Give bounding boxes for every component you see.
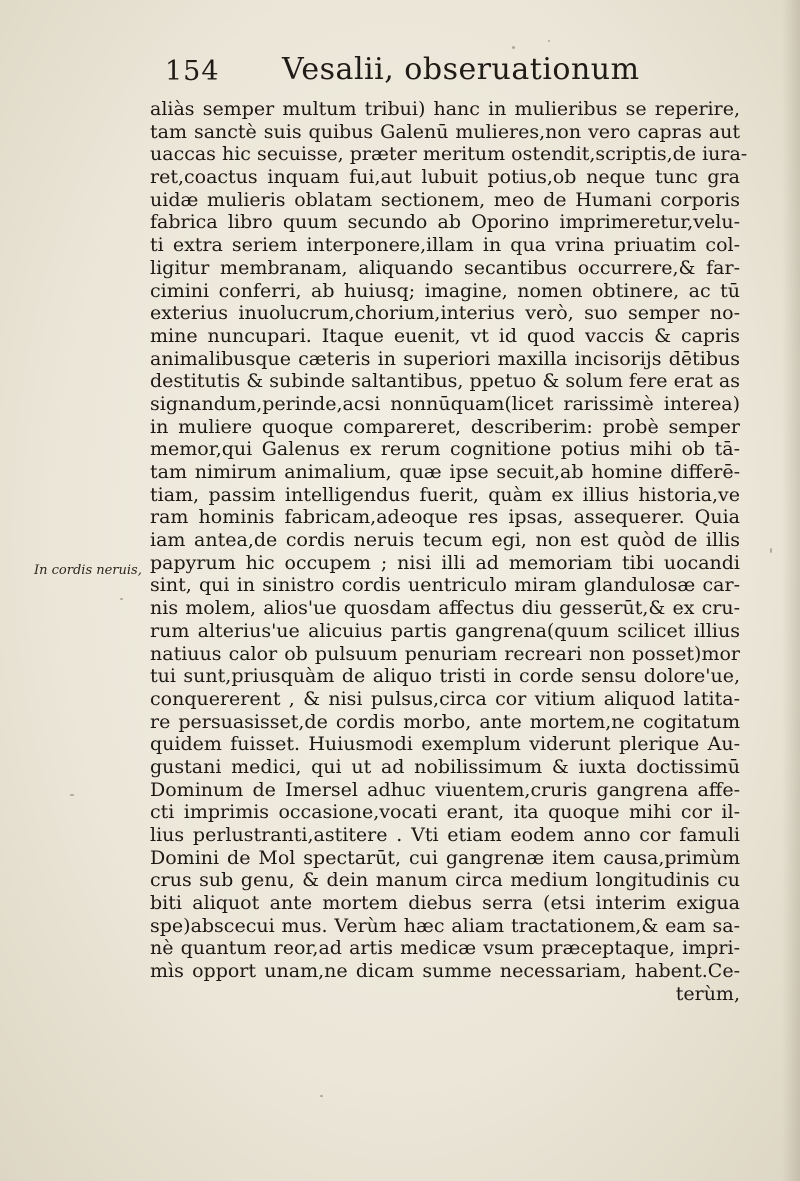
text-line: natiuus calor ob pulsuum penuriam recreari non posset)mor [150,642,740,665]
text-line: tam nimirum animalium, quæ ipse secuit,ab homine differē- [150,461,740,483]
text-line: gustani medici, qui ut ad nobilissimum & iuxta doctissimū [150,755,740,778]
text-line: crus sub genu, & dein manum circa medium longitudinis cu [150,869,740,892]
text-line: signandum,perinde,acsi nonnūquam(licet rarissimè interea) [150,392,740,415]
text-line: iam antea,de cordis neruis tecum egi, non est quòd de illis [150,529,740,552]
paper-speck [120,598,123,600]
text-line: conquererent , & nisi pulsus,circa cor vitium aliquod latita- [150,687,740,710]
text-line: mìs opport unam,ne dicam summe necessariam, habent.Ce- [150,960,740,983]
page-edge-shadow [782,0,800,1181]
text-line: spe)abscecui mus. Verùm hæc aliam tractationem,& eam sa- [150,914,740,937]
text-line: Domini de Mol spectarūt, cui gangrenæ item causa,primùm [150,846,740,869]
text-line: in muliere quoque compareret, describerim: probè semper [150,415,740,438]
paper-speck [770,548,772,553]
text-line: mine nuncupari. Itaque euenit, vt id quod vaccis & capris [150,324,740,347]
text-line: destitutis & subinde saltantibus, ppetuo & solum fere erat as [150,370,740,393]
text-line: tiam, passim intelligendus fuerit, quàm ex illius historia,ve [150,483,740,506]
paper-speck [548,40,550,42]
text-line: nè quantum reor,ad artis medicæ vsum præceptaque, impri- [150,937,740,960]
text-line: biti aliquot ante mortem diebus serra (etsi interim exigua [150,892,740,915]
page-number: 154 [165,56,220,87]
text-line: ligitur membranam, aliquando secantibus occurrere,& far- [150,256,740,279]
text-line: lius perlustranti,astitere . Vti etiam eodem anno cor famuli [150,824,740,846]
text-line: tui sunt,priusquàm de aliquo tristi in corde sensu dolore'ue, [150,665,740,688]
text-line: memor,qui Galenus ex rerum cognitione potius mihi ob tā- [150,438,740,461]
running-title: Vesalii, obseruationum [282,52,640,87]
text-line: nis molem, alios'ue quosdam affectus diu gesserūt,& ex cru- [150,597,740,620]
text-line: ram hominis fabricam,adeoque res ipsas, assequerer. Quia [150,506,740,529]
body-text [150,98,748,1006]
paper-speck [70,794,74,796]
text-line: papyrum hic occupem ; nisi illi ad memoriam tibi uocandi [150,551,740,574]
text-line: exterius inuolucrum,chorium,interius verò, suo semper no- [150,302,740,325]
text-line: quidem fuisset. Huiusmodi exemplum viderunt plerique Au- [150,733,740,756]
margin-note: In cordis neruis, [34,563,142,578]
paper-speck [320,1095,323,1097]
running-head [165,52,645,92]
text-line: uidæ mulieris oblatam sectionem, meo de Humani corporis [150,188,740,211]
text-line: animalibusque cæteris in superiori maxilla incisorijs dētibus [150,347,740,370]
text-line: ret,coactus inquam fui,aut lubuit potius,ob neque tunc gra [150,166,740,189]
text-line: aliàs semper multum tribui) hanc in mulieribus se reperire, [150,98,740,120]
text-line: fabrica libro quum secundo ab Oporino imprimeretur,velu- [150,211,740,234]
text-line: cimini conferri, ab huiusq; imagine, nomen obtinere, ac tū [150,279,740,302]
text-line: sint, qui in sinistro cordis uentriculo miram glandulosæ car- [150,574,740,597]
text-line: cti imprimis occasione,vocati erant, ita quoque mihi cor il- [150,801,740,824]
text-line: ti extra seriem interponere,illam in qua vrina priuatim col- [150,234,740,257]
paper-speck [512,46,515,49]
text-line: re persuasisset,de cordis morbo, ante mortem,ne cogitatum [150,710,740,733]
text-line: terùm, [675,982,740,1005]
text-line: uaccas hic secuisse, præter meritum ostendit,scriptis,de iura- [150,143,748,166]
text-line: tam sanctè suis quibus Galenū mulieres,non vero capras aut [150,120,740,143]
text-line: rum alterius'ue alicuius partis gangrena(quum scilicet illius [150,619,740,642]
text-line: Dominum de Imersel adhuc viuentem,cruris gangrena affe- [150,778,740,801]
